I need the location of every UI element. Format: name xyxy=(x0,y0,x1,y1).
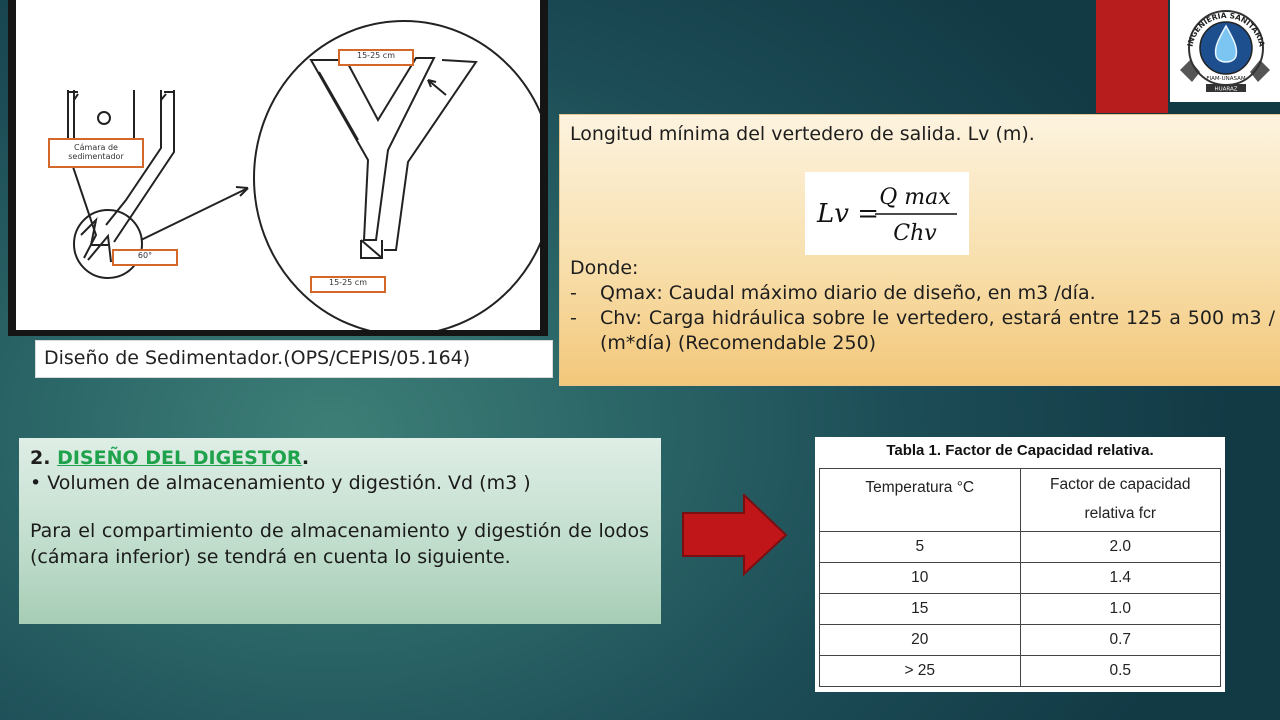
cell-temperature: 10 xyxy=(820,563,1021,594)
table-row xyxy=(820,656,1221,687)
weir-formula xyxy=(805,172,969,255)
angle-tag: 60° xyxy=(112,249,178,266)
capacity-factor-table xyxy=(819,468,1221,687)
digestor-heading xyxy=(30,447,649,469)
right-arrow-icon xyxy=(682,494,790,576)
weir-length-panel xyxy=(559,114,1280,386)
cell-factor: 1.0 xyxy=(1020,594,1221,625)
formula-lhs: Lv = xyxy=(817,199,880,229)
definition-text: Qmax: Caudal máximo diario de diseño, en m3 /día. xyxy=(600,282,1096,304)
dimension-tag-bottom: 15-25 cm xyxy=(310,276,386,293)
where-label: Donde: xyxy=(570,257,639,279)
header-temperature: Temperatura °C xyxy=(820,469,1021,532)
chamber-tag-line1: Cámara de xyxy=(74,143,118,152)
definition-qmax xyxy=(570,281,1275,306)
heading-title: DISEÑO DEL DIGESTOR xyxy=(57,447,302,469)
cell-temperature: 5 xyxy=(820,532,1021,563)
heading-number: 2. xyxy=(30,447,51,469)
definition-dash: - xyxy=(570,282,577,304)
definition-dash: - xyxy=(570,307,577,329)
cell-temperature: 20 xyxy=(820,625,1021,656)
logo-subtitle: FIAM-UNASAM xyxy=(1206,76,1246,82)
definition-text: Chv: Carga hidráulica sobre le vertedero, estará entre 125 a 500 m3 / (m*día) (Recomendable 250) xyxy=(600,307,1275,354)
table-title: Tabla 1. Factor de Capacidad relativa. xyxy=(886,442,1154,459)
definition-chv xyxy=(570,306,1275,356)
logo-emblem xyxy=(1170,0,1280,102)
figure-caption: Diseño de Sedimentador.(OPS/CEPIS/05.164) xyxy=(35,340,553,378)
table-header-row xyxy=(820,469,1221,532)
weir-length-title: Longitud mínima del vertedero de salida. Lv (m). xyxy=(570,123,1035,145)
red-accent-bar xyxy=(1096,0,1168,113)
cell-factor: 2.0 xyxy=(1020,532,1221,563)
logo-city: HUARAZ xyxy=(1214,86,1238,93)
cell-temperature: 15 xyxy=(820,594,1021,625)
cell-factor: 1.4 xyxy=(1020,563,1221,594)
detail-arrow xyxy=(141,188,248,240)
digestor-body: Para el compartimiento de almacenamiento y digestión de lodos (cámara inferior) se tendrá en cuenta lo siguiente. xyxy=(30,520,649,568)
figure-canvas xyxy=(16,0,540,330)
sedimentador-figure xyxy=(8,0,548,336)
formula-numerator: Q max xyxy=(879,185,951,210)
table-row xyxy=(820,625,1221,656)
chamber-tag-line2: sedimentador xyxy=(68,152,124,161)
cell-temperature: > 25 xyxy=(820,656,1021,687)
dimension-tag-top: 15-25 cm xyxy=(338,49,414,66)
digestor-bullet: • Volumen de almacenamiento y digestión. Vd (m3 ) xyxy=(30,472,531,494)
digestor-panel xyxy=(19,438,661,624)
formula-denominator: Chv xyxy=(893,221,937,246)
header-factor-line1: Factor de capacidad xyxy=(1050,476,1191,493)
capacity-factor-table-card xyxy=(815,437,1225,692)
hopper-opening xyxy=(98,112,110,124)
faculty-logo xyxy=(1170,0,1280,102)
cell-factor: 0.7 xyxy=(1020,625,1221,656)
table-row xyxy=(820,532,1221,563)
heading-period: . xyxy=(301,447,310,469)
header-factor xyxy=(1020,469,1221,532)
table-row xyxy=(820,594,1221,625)
cell-factor: 0.5 xyxy=(1020,656,1221,687)
table-row xyxy=(820,563,1221,594)
detail-circle-large xyxy=(254,21,540,330)
header-factor-line2: relativa fcr xyxy=(1084,505,1156,522)
logo-arc-text: INGENIERIA SANITARIA xyxy=(1185,10,1267,48)
chamber-tag xyxy=(48,138,144,168)
